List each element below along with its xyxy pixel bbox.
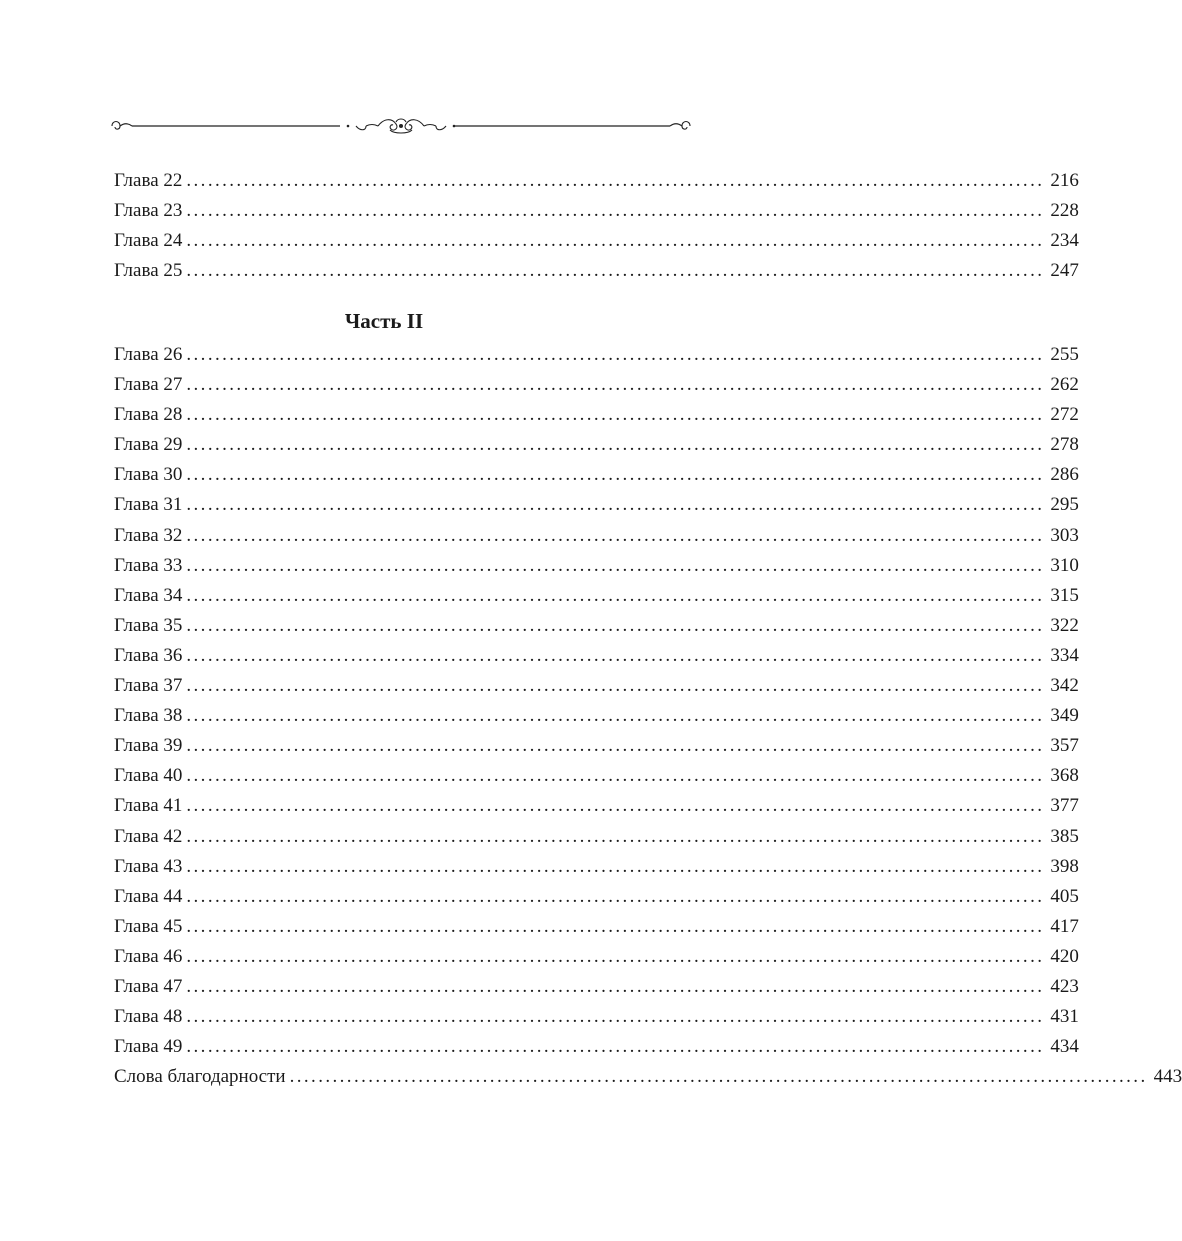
toc-row-page: 303	[1050, 524, 1079, 546]
toc-row-title: Глава 30	[114, 464, 183, 486]
toc-row[interactable]	[114, 942, 1079, 972]
toc-row[interactable]	[114, 611, 1079, 641]
toc-row-leader-dots: ........................................................................................................................	[186, 855, 1045, 877]
toc-row-leader-dots: ........................................................................................................................	[186, 945, 1045, 967]
toc-row[interactable]	[114, 430, 1079, 460]
toc-top-list	[114, 166, 1079, 286]
toc-row[interactable]	[114, 370, 1079, 400]
toc-row-leader-dots: ........................................................................................................................	[186, 765, 1045, 787]
toc-row[interactable]	[114, 731, 1079, 761]
toc-row-page: 255	[1050, 344, 1079, 365]
toc-row[interactable]	[114, 196, 1079, 226]
toc-row-leader-dots: ........................................................................................................................	[186, 735, 1045, 757]
toc-row-leader-dots: ........................................................................................................................	[186, 464, 1045, 486]
toc-row-page: 315	[1050, 584, 1079, 606]
toc-row-page: 272	[1050, 404, 1079, 426]
toc-row[interactable]	[114, 822, 1079, 852]
toc-row-leader-dots: ........................................................................................................................	[186, 1006, 1045, 1028]
toc-row-title: Глава 38	[114, 705, 183, 727]
toc-row-leader-dots: ........................................................................................................................	[186, 584, 1045, 606]
toc-row-page: 405	[1050, 885, 1079, 907]
toc-row[interactable]	[114, 1032, 1079, 1062]
toc-row[interactable]	[114, 641, 1079, 671]
toc-row[interactable]	[114, 226, 1079, 256]
toc-row-leader-dots: ........................................................................................................................	[289, 1066, 1148, 1088]
toc-row-leader-dots: ........................................................................................................................	[186, 374, 1045, 396]
toc-row[interactable]	[114, 256, 1079, 286]
toc-row-title: Глава 43	[114, 855, 183, 877]
toc-row-leader-dots: ........................................................................................................................	[186, 260, 1045, 282]
toc-row[interactable]	[114, 972, 1079, 1002]
toc-row-leader-dots: ........................................................................................................................	[186, 170, 1045, 191]
part-heading: Часть II	[344, 309, 424, 333]
toc-row-page: 342	[1050, 675, 1079, 697]
toc-row[interactable]	[114, 1062, 1182, 1092]
toc-row[interactable]	[114, 882, 1079, 912]
toc-row-leader-dots: ........................................................................................................................	[186, 230, 1045, 252]
toc-row-page: 431	[1050, 1006, 1079, 1028]
toc-row-title: Глава 47	[114, 975, 183, 997]
toc-row-leader-dots: ........................................................................................................................	[186, 975, 1045, 997]
toc-row[interactable]	[114, 490, 1079, 520]
toc-row-leader-dots: ........................................................................................................................	[186, 434, 1045, 456]
toc-row-page: 434	[1050, 1036, 1079, 1058]
toc-row-leader-dots: ........................................................................................................................	[186, 644, 1045, 666]
toc-row-title: Глава 29	[114, 434, 183, 456]
toc-row-page: 357	[1050, 735, 1079, 757]
toc-row-leader-dots: ........................................................................................................................	[186, 494, 1045, 516]
toc-row-page: 216	[1050, 170, 1079, 191]
toc-row-page: 310	[1050, 554, 1079, 576]
toc-row-title: Глава 22	[114, 170, 183, 191]
toc-row[interactable]	[114, 460, 1079, 490]
toc-row-leader-dots: ........................................................................................................................	[186, 524, 1045, 546]
toc-row-title: Глава 41	[114, 795, 183, 817]
toc-row-page: 423	[1050, 975, 1079, 997]
toc-row-leader-dots: ........................................................................................................................	[186, 200, 1045, 222]
toc-row-page: 286	[1050, 464, 1079, 486]
toc-row-leader-dots: ........................................................................................................................	[186, 614, 1045, 636]
toc-row-title: Глава 24	[114, 230, 183, 252]
toc-row-title: Глава 45	[114, 915, 183, 937]
toc-row-leader-dots: ........................................................................................................................	[186, 344, 1045, 365]
toc-row-title: Глава 42	[114, 825, 183, 847]
toc-row-title: Глава 33	[114, 554, 183, 576]
toc-row-page: 443	[1153, 1066, 1182, 1088]
toc-row[interactable]	[114, 791, 1079, 821]
toc-row-page: 398	[1050, 855, 1079, 877]
toc-row-title: Глава 39	[114, 735, 183, 757]
toc-row-leader-dots: ........................................................................................................................	[186, 795, 1045, 817]
toc-row-leader-dots: ........................................................................................................................	[186, 885, 1045, 907]
toc-row-title: Глава 49	[114, 1036, 183, 1058]
toc-row-page: 295	[1050, 494, 1079, 516]
toc-row-title: Глава 25	[114, 260, 183, 282]
toc-row-title: Глава 37	[114, 675, 183, 697]
toc-row-leader-dots: ........................................................................................................................	[186, 404, 1045, 426]
toc-row-page: 349	[1050, 705, 1079, 727]
toc-row-title: Глава 26	[114, 344, 183, 365]
toc-row-page: 368	[1050, 765, 1079, 787]
toc-row-leader-dots: ........................................................................................................................	[186, 915, 1045, 937]
toc-row-title: Глава 23	[114, 200, 183, 222]
toc-row[interactable]	[114, 852, 1079, 882]
toc-row[interactable]	[114, 912, 1079, 942]
toc-row-leader-dots: ........................................................................................................................	[186, 705, 1045, 727]
toc-row-page: 417	[1050, 915, 1079, 937]
toc-row-page: 334	[1050, 644, 1079, 666]
header-ornament	[108, 108, 694, 144]
toc-row-title: Глава 32	[114, 524, 183, 546]
toc-row[interactable]	[114, 340, 1079, 370]
toc-row[interactable]	[114, 761, 1079, 791]
toc-row-title: Глава 46	[114, 945, 183, 967]
toc-row-title: Глава 44	[114, 885, 183, 907]
toc-row-page: 420	[1050, 945, 1079, 967]
toc-row[interactable]	[114, 400, 1079, 430]
toc-row-title: Глава 27	[114, 374, 183, 396]
toc-row[interactable]	[114, 701, 1079, 731]
toc-row-leader-dots: ........................................................................................................................	[186, 554, 1045, 576]
toc-row-page: 278	[1050, 434, 1079, 456]
toc-row-title: Слова благодарности	[114, 1066, 286, 1088]
toc-row-title: Глава 35	[114, 614, 183, 636]
toc-row-page: 228	[1050, 200, 1079, 222]
toc-row-title: Глава 36	[114, 644, 183, 666]
toc-row[interactable]	[114, 671, 1079, 701]
toc-row-leader-dots: ........................................................................................................................	[186, 1036, 1045, 1058]
toc-row[interactable]	[114, 166, 1079, 196]
toc-row-title: Глава 48	[114, 1006, 183, 1028]
toc-row-page: 234	[1050, 230, 1079, 252]
toc-row-title: Глава 28	[114, 404, 183, 426]
toc-row-page: 322	[1050, 614, 1079, 636]
toc-row-leader-dots: ........................................................................................................................	[186, 675, 1045, 697]
toc-row-page: 262	[1050, 374, 1079, 396]
toc-row[interactable]	[114, 521, 1079, 551]
toc-row-title: Глава 31	[114, 494, 183, 516]
toc-row[interactable]	[114, 581, 1079, 611]
toc-row[interactable]	[114, 1002, 1079, 1032]
toc-row-page: 385	[1050, 825, 1079, 847]
toc-row-title: Глава 34	[114, 584, 183, 606]
toc-bottom-list	[114, 340, 1182, 1092]
toc-row-title: Глава 40	[114, 765, 183, 787]
toc-row-page: 377	[1050, 795, 1079, 817]
toc-row-page: 247	[1050, 260, 1079, 282]
toc-row[interactable]	[114, 551, 1079, 581]
toc-row-leader-dots: ........................................................................................................................	[186, 825, 1045, 847]
